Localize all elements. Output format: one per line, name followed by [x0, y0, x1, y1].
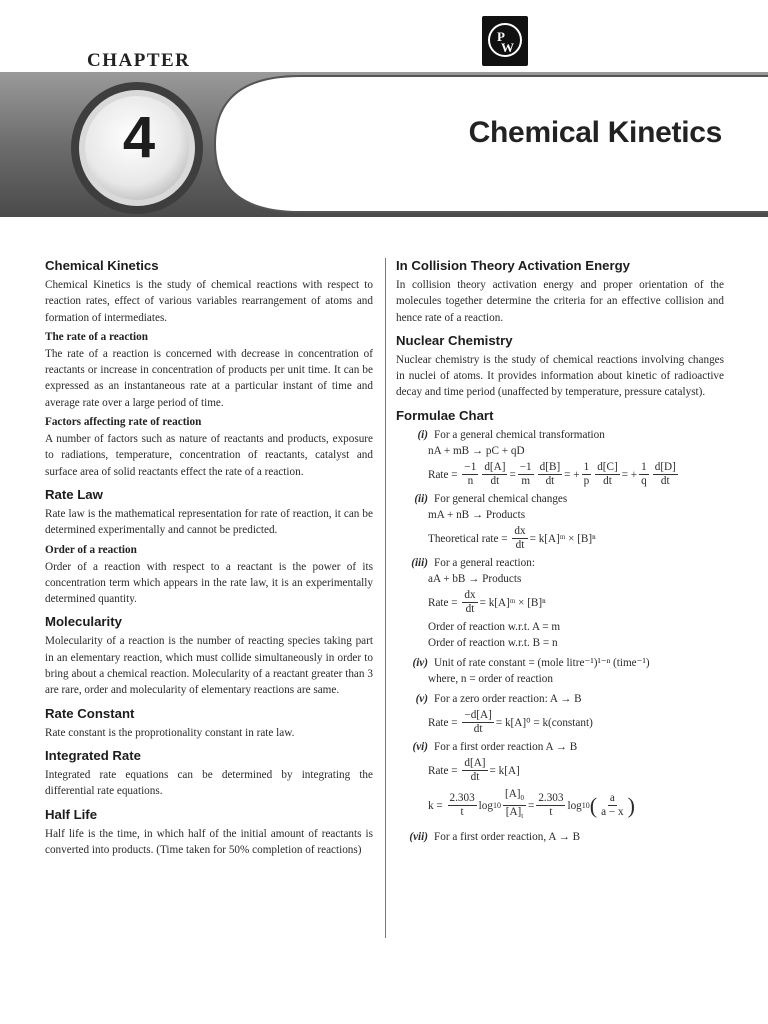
eq-label: Theoretical rate =	[428, 532, 508, 545]
chapter-title: Chemical Kinetics	[468, 116, 722, 149]
paragraph: Molecularity of a reaction is the number of reacting species taking part in an elementary reaction, which must collide simultaneously in order to bring about a chemical reaction. Molecularity of a reactant greater than 3 are rare, order and molecularity of elementary reactions are same.	[45, 635, 373, 697]
formula-text: For a first order reaction A → B	[434, 740, 578, 753]
formula-item	[396, 555, 724, 571]
formula-number: (vi)	[412, 740, 428, 753]
column-divider	[385, 258, 386, 938]
paragraph: Order of a reaction with respect to a reactant is the power of its concentration term which appears in the rate law, it is an experimentally determined quantity.	[45, 560, 373, 606]
formula-number: (iv)	[412, 656, 428, 669]
formula-number: (v)	[415, 692, 428, 705]
section-title: Rate Law	[45, 486, 103, 502]
formula-item	[396, 655, 724, 671]
formula-text: For a first order reaction, A → B	[434, 830, 581, 843]
svg-text:W: W	[501, 40, 514, 55]
eq-label: Rate =	[428, 716, 458, 729]
paragraph: In collision theory activation energy and proper orientation of the molecules together determine the criteria for an effective collision and hence rate of a reaction.	[396, 279, 724, 324]
eq-tail: = k[A]ᵐ × [B]ⁿ	[529, 532, 596, 545]
eq-label: Rate =	[428, 468, 458, 481]
integrated-rate-equation: k = $\frac{2.303}{t}$ log 10 $\frac{[A]_0}{[A]_t}$ = $\frac{2.303}{t}$ log 10 ( $\frac{a}{a - x}$ )	[428, 788, 635, 821]
formula-item	[396, 739, 724, 755]
eq-tail: = k[A]⁰ = k(constant)	[495, 717, 593, 730]
eq-label: Rate =	[428, 596, 458, 609]
formula-text: For a general reaction:	[434, 556, 535, 569]
subheading: Order of a reaction	[45, 543, 137, 556]
section-title: In Collision Theory Activation Energy	[396, 258, 630, 273]
eq-label: Rate =	[428, 764, 458, 777]
formula-line: nA + mB → pC + qD	[428, 444, 525, 457]
svg-text:P: P	[497, 29, 505, 44]
subheading: The rate of a reaction	[45, 330, 148, 343]
formula-line: Order of reaction w.r.t. A = m	[428, 620, 561, 633]
paragraph: A number of factors such as nature of reactants and products, exposure to radiations, temperature, concentration of reactants, catalyst and surface area of solid reactants effect the rate of a reaction.	[45, 433, 373, 478]
formula-line: where, n = order of reaction	[428, 672, 553, 685]
first-order-equation: Rate = $\frac{d[A]}{dt}$ = k[A]	[428, 757, 520, 784]
section-title: Half Life	[45, 806, 98, 822]
formula-item	[396, 691, 724, 707]
right-column	[396, 258, 724, 852]
section-title: Chemical Kinetics	[45, 258, 159, 273]
formula-line: aA + bB → Products	[428, 572, 522, 585]
section-title: Formulae Chart	[396, 407, 494, 423]
rate-equation: Rate = $\frac{dx}{dt}$ = k[A]ᵐ × [B]ⁿ	[428, 589, 546, 616]
paragraph: Rate law is the mathematical representation for rate of reaction, it can be determined experimentally and cannot be predicted.	[45, 507, 373, 537]
section-title: Integrated Rate	[45, 747, 141, 763]
rate-equation: Rate = $\frac{-1}{n}$ $\frac{d[A]}{dt}$ = $\frac{-1}{m}$ $\frac{d[B]}{dt}$ = + $\frac{1}{p}$ $\frac{d[C]}{dt}$ = + $\frac{1}{q}$ $\frac{d[D]}{dt}$	[428, 461, 676, 488]
formula-number: (iii)	[411, 556, 428, 569]
formula-text: For general chemical changes	[434, 492, 568, 505]
section-title: Molecularity	[45, 614, 122, 630]
formula-number: (ii)	[414, 492, 428, 505]
chapter-number: 4	[122, 105, 156, 170]
formula-number: (vii)	[409, 830, 428, 843]
formula-number: (i)	[417, 428, 428, 441]
paragraph: Chemical Kinetics is the study of chemical reactions with respect to reaction rates, effect of various variables rearrangement of atoms and formation of intermediates.	[45, 279, 373, 324]
formula-line: Order of reaction w.r.t. B = n	[428, 636, 558, 649]
publisher-logo	[482, 16, 528, 66]
formula-text: For a general chemical transformation	[434, 428, 605, 441]
formula-text: For a zero order reaction: A → B	[434, 692, 582, 705]
section-title: Nuclear Chemistry	[396, 332, 513, 348]
section-title: Rate Constant	[45, 705, 135, 721]
formula-item	[396, 829, 724, 845]
eq-tail: = k[A]ᵐ × [B]ⁿ	[479, 596, 546, 609]
left-column	[45, 258, 373, 865]
subheading: Factors affecting rate of reaction	[45, 416, 202, 429]
theoretical-rate-equation: Theoretical rate = $\frac{dx}{dt}$ = k[A]ᵐ × [B]ⁿ	[428, 525, 596, 552]
eq-tail: = k[A]	[489, 764, 520, 777]
eq-label: k =	[428, 799, 443, 812]
paragraph: Integrated rate equations can be determined by integrating the differential rate equations.	[45, 768, 373, 798]
paragraph: Half life is the time, in which half of the initial amount of reactants is converted into products. (Time taken for 50% completion of reactions)	[45, 827, 373, 856]
formula-item	[396, 491, 724, 507]
zero-order-equation: Rate = $\frac{-d[A]}{dt}$ = k[A]⁰ = k(constant)	[428, 709, 593, 736]
paragraph: Rate constant is the proprotionality constant in rate law.	[45, 726, 295, 739]
formula-item	[396, 427, 724, 443]
paragraph: Nuclear chemistry is the study of chemical reactions involving changes in nuclei of atoms. It provides information about kinetic of radioactive decay and time period (unaffected by temperature, pressure catalyst).	[396, 353, 724, 399]
formula-text: Unit of rate constant = (mole litre⁻¹)¹⁻ⁿ (time⁻¹)	[434, 656, 650, 669]
paragraph: The rate of a reaction is concerned with decrease in concentration of reactants or increase in concentration of products per unit time. It can be expressed as an instantaneous rate at a particular instant of time and average rate over a large period of time.	[45, 347, 373, 409]
formula-line: mA + nB → Products	[428, 508, 526, 521]
chapter-label: CHAPTER	[87, 50, 191, 71]
